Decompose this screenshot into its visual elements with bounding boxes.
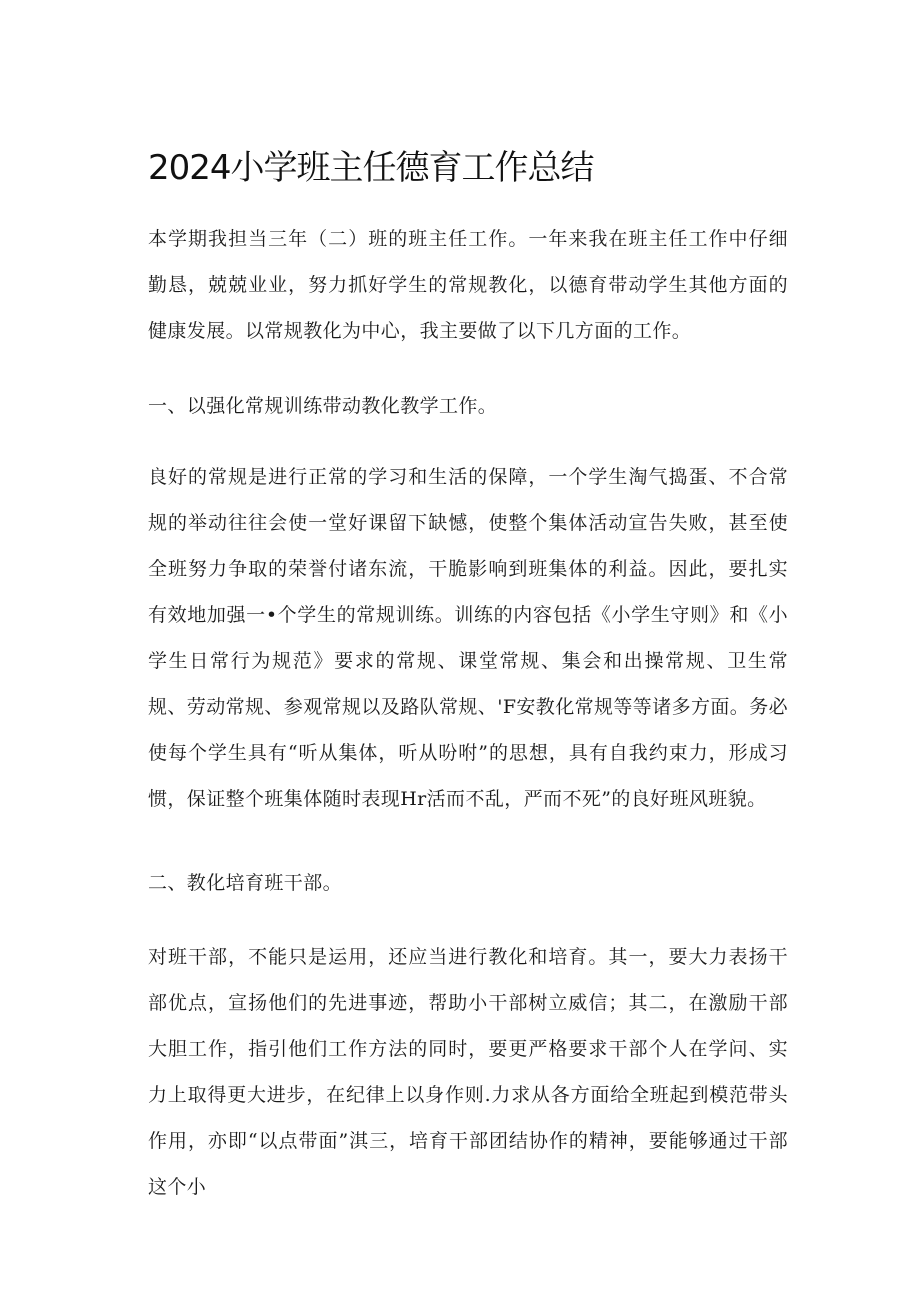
section-heading-1: 一、以强化常规训练带动教化教学工作。	[148, 395, 498, 417]
document-title: 2024小学班主任德育工作总结	[148, 148, 594, 188]
intro-paragraph: 本学期我担当三年（二）班的班主任工作。一年来我在班主任工作中仔细勤恳，兢兢业业，努力抓好学生的常规教化，以德育带动学生其他方面的健康发展。以常规教化为中心，我主要做了以下几方面的工作。	[148, 228, 788, 342]
section-2-paragraph: 对班干部，不能只是运用，还应当进行教化和培育。其一，要大力表扬干部优点，宣扬他们的先进事迹，帮助小干部树立威信；其二，在激励干部大胆工作，指引他们工作方法的同时，要更严格要求干部个人在学问、实力上取得更大进步，在纪律上以身作则.力求从各方面给全班起到模范带头作用，亦即“以点带面”淇三，培育干部团结协作的精神，要能够通过干部这个小	[148, 946, 788, 1198]
section-1-paragraph: 良好的常规是进行正常的学习和生活的保障，一个学生淘气捣蛋、不合常规的举动往往会使一堂好课留下缺憾，使整个集体活动宣告失败，甚至使全班努力争取的荣誉付诸东流，干脆影响到班集体的利益。因此，要扎实有效地加强一•个学生的常规训练。训练的内容包括《小学生守则》和《小学生日常行为规范》要求的常规、课堂常规、集会和出操常规、卫生常规、劳动常规、参观常规以及路队常规、'F安教化常规等等诸多方面。务必使每个学生具有“听从集体，听从吩咐”的思想，具有自我约束力，形成习惯，保证整个班集体随时表现Hr活而不乱，严而不死”的良好班风班貌。	[148, 466, 789, 810]
section-heading-2: 二、教化培育班干部。	[148, 872, 343, 894]
